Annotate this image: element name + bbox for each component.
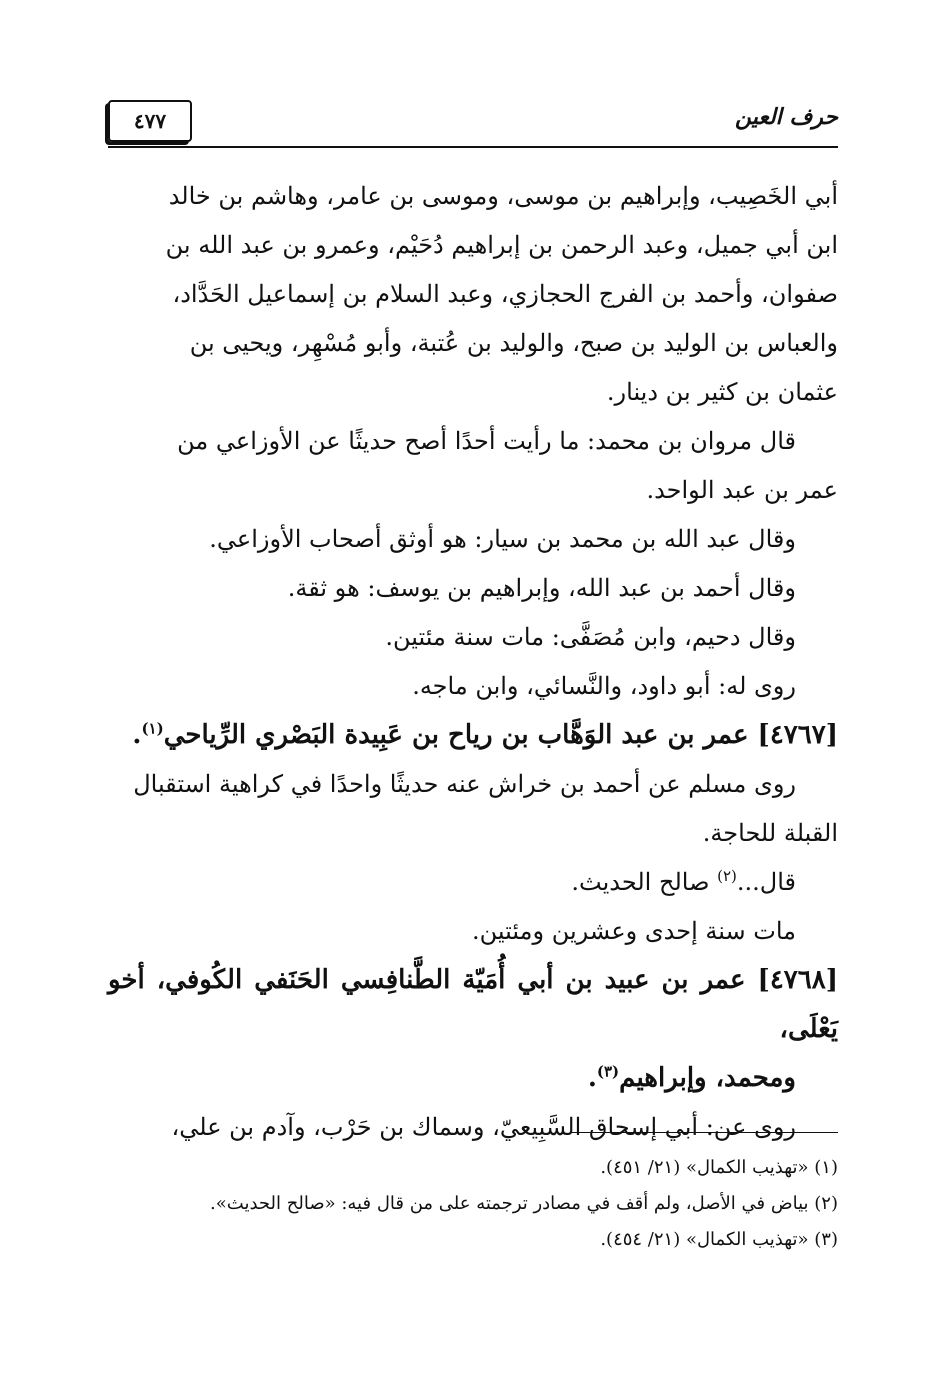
text-line: وقال دحيم، وابن مُصَفَّى: مات سنة مئتين. (385, 623, 796, 651)
header-rule (108, 146, 838, 148)
page-header (108, 100, 838, 144)
footnote-rule (570, 1132, 838, 1133)
text-line: عثمان بن كثير بن دينار. (606, 378, 838, 406)
text-fragment: قال... (736, 868, 796, 896)
footnote: (٢) بياض في الأصل، ولم أقف في مصادر ترجمته على من قال فيه: «صالح الحديث». (210, 1193, 838, 1214)
entry-heading-4768-cont (108, 1054, 838, 1103)
text-line: القبلة للحاجة. (702, 819, 838, 847)
entry-number: [٤٧٦٨] (757, 965, 838, 995)
text-line: روى مسلم عن أحمد بن خراش عنه حديثًا واحدًا في كراهية استقبال (133, 770, 796, 798)
entry-end: . (587, 1063, 597, 1093)
footnotes (108, 1150, 838, 1258)
footnote: (٣) «تهذيب الكمال» (٢١/ ٤٥٤). (600, 1229, 838, 1250)
main-text (108, 172, 838, 1152)
text-line: أبي الخَصِيب، وإبراهيم بن موسى، وموسى بن عامر، وهاشم بن خالد (168, 182, 838, 210)
text-line: روى له: أبو داود، والنَّسائي، وابن ماجه. (412, 672, 796, 700)
text-fragment: صالح الحديث. (571, 868, 718, 896)
text-line (108, 858, 838, 907)
entry-name: عمر بن عبيد بن أبي أُمَيّة الطَّنافِسي الحَنَفي الكُوفي، أخو يَعْلَى، (108, 965, 838, 1044)
text-line: صفوان، وأحمد بن الفرج الحجازي، وعبد السلام بن إسماعيل الحَدَّاد، (172, 280, 838, 308)
entry-heading-4768 (108, 956, 838, 1054)
entry-name: ومحمد، وإبراهيم (619, 1063, 796, 1093)
entry-heading-4767 (108, 711, 838, 760)
footnote-mark: (٣) (596, 1062, 620, 1081)
footnote: (١) «تهذيب الكمال» (٢١/ ٤٥١). (600, 1157, 838, 1178)
footnote-mark: (٢) (717, 867, 737, 885)
text-line: قال مروان بن محمد: ما رأيت أحدًا أصح حديثًا عن الأوزاعي من (177, 427, 796, 455)
text-line: عمر بن عبد الواحد. (646, 476, 838, 504)
text-line: وقال أحمد بن عبد الله، وإبراهيم بن يوسف: هو ثقة. (287, 574, 796, 602)
text-line: ابن أبي جميل، وعبد الرحمن بن إبراهيم دُحَيْم، وعمرو بن عبد الله بن (165, 231, 838, 259)
text-line: مات سنة إحدى وعشرين ومئتين. (472, 917, 796, 945)
footnote-mark: (١) (141, 719, 164, 738)
running-title: حرف العين (734, 104, 838, 130)
text-line: والعباس بن الوليد بن صبح، والوليد بن عُتبة، وأبو مُسْهِر، ويحيى بن (189, 329, 838, 357)
text-line: وقال عبد الله بن محمد بن سيار: هو أوثق أصحاب الأوزاعي. (209, 525, 796, 553)
entry-number: [٤٧٦٧] (757, 720, 838, 750)
page-number: ٤٧٧ (108, 100, 192, 142)
text-line: روى عن: أبي إسحاق السَّبِيعيّ، وسماك بن حَرْب، وآدم بن علي، (171, 1113, 796, 1141)
entry-end: . (132, 720, 142, 750)
entry-name: عمر بن عبد الوَهَّاب بن رياح بن عَبِيدة البَصْري الرِّياحي (163, 720, 749, 750)
